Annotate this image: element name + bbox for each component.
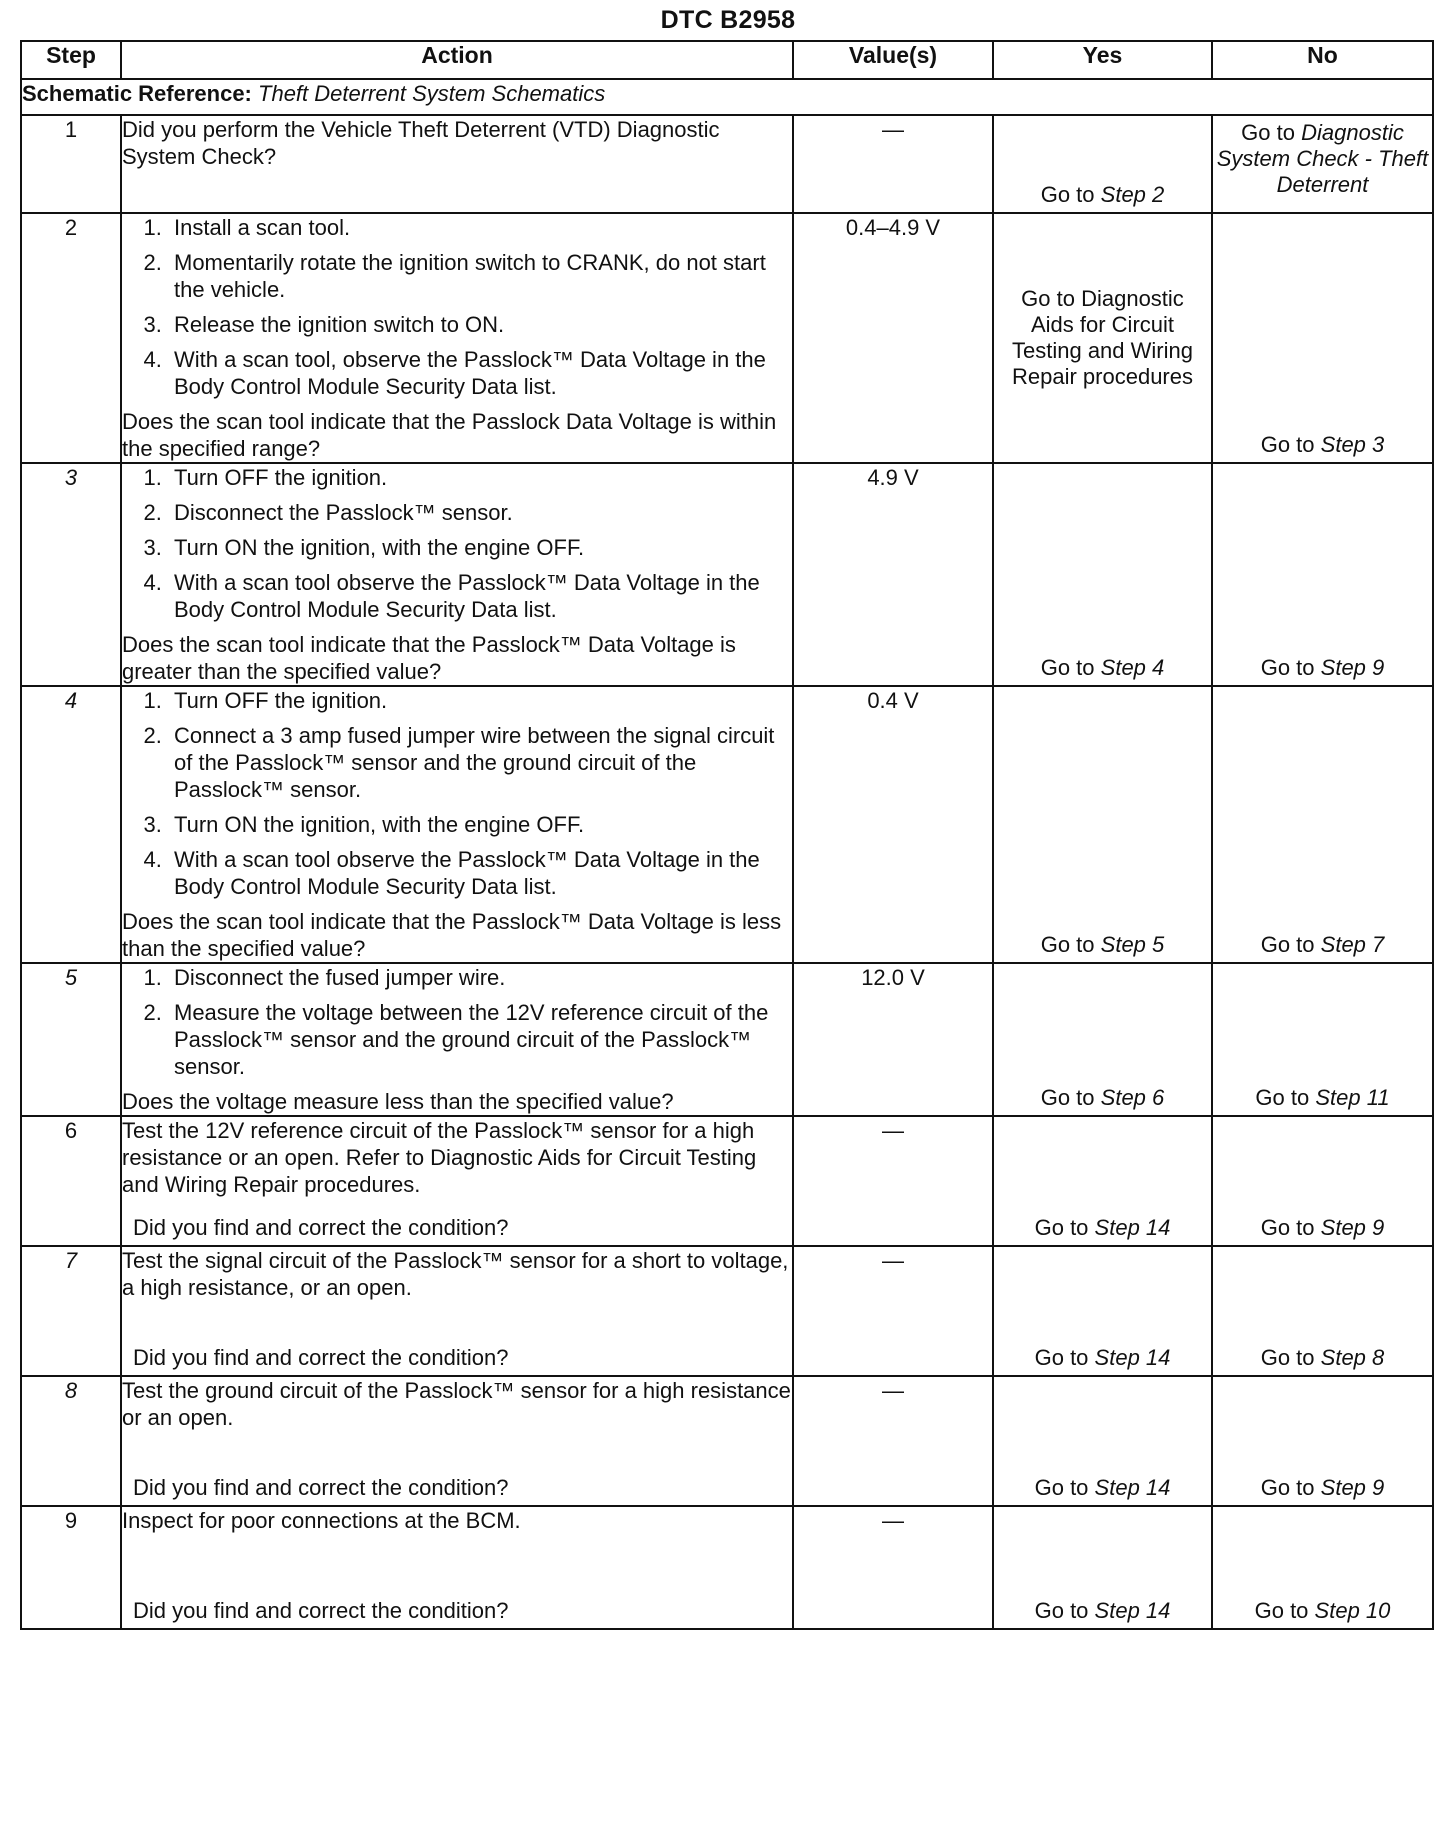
action-step: 3. Release the ignition switch to ON. [168,311,792,338]
no-goto[interactable] [1213,931,1432,958]
step-number: 1 [21,115,121,213]
action-question: Did you find and correct the condition? [133,1345,509,1370]
action-step: 3. Turn ON the ignition, with the engine OFF. [168,811,792,838]
action-step: 1. Turn OFF the ignition. [168,687,792,714]
action-step: 3. Turn ON the ignition, with the engine OFF. [168,534,792,561]
header-no: No [1212,41,1433,79]
no-goto[interactable] [1213,116,1432,198]
action-cell [121,1116,793,1246]
no-cell [1212,963,1433,1116]
goto-target: Step 14 [1094,1598,1171,1623]
goto-target: Step 2 [1100,182,1165,207]
value-cell: 0.4–4.9 V [793,213,993,463]
action-steps-list [122,214,792,400]
yes-cell [993,1376,1212,1506]
value-cell: 0.4 V [793,686,993,963]
goto-target: Step 4 [1100,655,1165,680]
header-action: Action [121,41,793,79]
no-cell [1212,213,1433,463]
yes-goto[interactable] [994,1084,1211,1111]
no-cell [1212,1506,1433,1629]
no-cell [1212,1376,1433,1506]
action-cell [121,463,793,686]
no-cell [1212,686,1433,963]
step-number: 8 [21,1376,121,1506]
table-header-row [21,41,1433,79]
no-goto[interactable] [1213,654,1432,681]
action-step: 2. Momentarily rotate the ignition switch to CRANK, do not start the vehicle. [168,249,792,303]
action-cell [121,1506,793,1629]
step-number: 3 [21,463,121,686]
action-cell [121,115,793,213]
goto-prefix: Go to [1040,932,1095,957]
goto-prefix: Go to [1260,432,1315,457]
action-question: Does the voltage measure less than the specified value? [122,1089,674,1114]
step-number: 2 [21,213,121,463]
no-goto[interactable] [1213,1344,1432,1371]
goto-target: Step 8 [1320,1345,1385,1370]
yes-cell [993,1506,1212,1629]
yes-goto[interactable] [994,1474,1211,1501]
goto-prefix: Go to [1260,1215,1315,1240]
action-text: Test the ground circuit of the Passlock™ sensor for a high resistance or an open. [122,1378,791,1430]
action-step: 1. Turn OFF the ignition. [168,464,792,491]
goto-target: Step 9 [1320,1215,1385,1240]
goto-target: Step 5 [1100,932,1165,957]
goto-target: Step 10 [1314,1598,1391,1623]
action-step: 1. Disconnect the fused jumper wire. [168,964,792,991]
header-yes: Yes [993,41,1212,79]
action-text: Test the signal circuit of the Passlock™ sensor for a short to voltage, a high resistance, or an open. [122,1248,789,1300]
yes-goto[interactable] [994,1597,1211,1624]
goto-target: Step 14 [1094,1345,1171,1370]
no-cell [1212,1246,1433,1376]
table-row [21,213,1433,463]
goto-prefix: Go to [1260,1345,1315,1370]
value-cell: — [793,1116,993,1246]
yes-cell [993,463,1212,686]
no-cell [1212,115,1433,213]
goto-target: Step 3 [1320,432,1385,457]
goto-prefix: Go to [1034,1345,1089,1370]
action-question: Does the scan tool indicate that the Passlock Data Voltage is within the specified range? [122,409,777,461]
action-cell [121,1246,793,1376]
value-cell: 12.0 V [793,963,993,1116]
goto-target: Step 14 [1094,1215,1171,1240]
table-row [21,463,1433,686]
action-question: Does the scan tool indicate that the Passlock™ Data Voltage is greater than the specified value? [122,632,736,684]
action-steps-list [122,464,792,623]
action-step: 4. With a scan tool observe the Passlock™ Data Voltage in the Body Control Module Security Data list. [168,569,792,623]
yes-cell [993,686,1212,963]
yes-cell [993,115,1212,213]
header-step: Step [21,41,121,79]
goto-prefix: Go to [1260,655,1315,680]
action-step: 2. Connect a 3 amp fused jumper wire between the signal circuit of the Passlock™ sensor and the ground circuit of the Passlock™ sensor. [168,722,792,803]
schematic-reference-row [21,79,1433,115]
value-cell: 4.9 V [793,463,993,686]
action-cell [121,213,793,463]
value-cell: — [793,1246,993,1376]
goto-prefix: Go to [1034,1475,1089,1500]
table-row [21,686,1433,963]
value-cell: — [793,1376,993,1506]
table-row [21,963,1433,1116]
goto-prefix: Go to [1241,120,1295,145]
no-goto[interactable] [1213,1214,1432,1241]
header-values: Value(s) [793,41,993,79]
yes-cell [993,1116,1212,1246]
yes-cell [993,1246,1212,1376]
step-number: 7 [21,1246,121,1376]
step-number: 4 [21,686,121,963]
goto-prefix: Go to [1040,182,1095,207]
no-cell [1212,1116,1433,1246]
action-cell [121,1376,793,1506]
action-step: 2. Measure the voltage between the 12V reference circuit of the Passlock™ sensor and the ground circuit of the Passlock™ sensor. [168,999,792,1080]
action-step: 4. With a scan tool observe the Passlock™ Data Voltage in the Body Control Module Security Data list. [168,846,792,900]
action-step: 1. Install a scan tool. [168,214,792,241]
goto-prefix: Go to [1254,1598,1309,1623]
table-row [21,1506,1433,1629]
no-goto[interactable] [1213,1597,1432,1624]
goto-target: Step 14 [1094,1475,1171,1500]
goto-target: Step 6 [1100,1085,1165,1110]
goto-prefix: Go to [1255,1085,1310,1110]
yes-goto[interactable]: Go to Diagnostic Aids for Circuit Testing and Wiring Repair procedures [1012,286,1193,389]
action-cell [121,686,793,963]
no-goto[interactable] [1213,1474,1432,1501]
table-row [21,1246,1433,1376]
goto-prefix: Go to [1040,655,1095,680]
table-row [21,1116,1433,1246]
action-step: 2. Disconnect the Passlock™ sensor. [168,499,792,526]
yes-goto[interactable] [994,931,1211,958]
schematic-reference-link[interactable]: Theft Deterrent System Schematics [258,81,606,106]
table-row [21,1376,1433,1506]
yes-goto[interactable] [994,1214,1211,1241]
action-text: Did you perform the Vehicle Theft Deterrent (VTD) Diagnostic System Check? [122,117,720,169]
goto-target: Step 11 [1315,1085,1390,1110]
goto-prefix: Go to [1260,932,1315,957]
action-question: Did you find and correct the condition? [133,1598,509,1623]
action-steps-list [122,687,792,900]
step-number: 5 [21,963,121,1116]
schematic-reference [21,79,1433,115]
step-number: 9 [21,1506,121,1629]
goto-target: Step 7 [1320,932,1385,957]
yes-goto[interactable] [994,1344,1211,1371]
action-question: Does the scan tool indicate that the Passlock™ Data Voltage is less than the specified value? [122,909,782,961]
action-text: Inspect for poor connections at the BCM. [122,1508,521,1533]
yes-goto[interactable] [994,654,1211,681]
goto-target: Step 9 [1320,655,1385,680]
table-row [21,115,1433,213]
diagnostic-table [20,40,1434,1630]
value-cell: — [793,1506,993,1629]
action-text: Test the 12V reference circuit of the Passlock™ sensor for a high resistance or an open. Refer to Diagnostic Aids for Circuit Testing and Wiring Repair procedures. [122,1118,757,1197]
action-steps-list [122,964,792,1080]
goto-prefix: Go to [1040,1085,1095,1110]
goto-prefix: Go to [1034,1598,1089,1623]
step-number: 6 [21,1116,121,1246]
no-goto[interactable] [1213,431,1432,458]
yes-cell [993,213,1212,463]
action-question: Did you find and correct the condition? [133,1215,509,1240]
goto-target: Diagnostic System Check - Theft Deterrent [1216,120,1429,197]
goto-prefix: Go to [1034,1215,1089,1240]
yes-goto[interactable] [994,181,1211,208]
action-step: 4. With a scan tool, observe the Passlock™ Data Voltage in the Body Control Module Security Data list. [168,346,792,400]
value-cell: — [793,115,993,213]
document-title: DTC B2958 [660,6,796,34]
goto-prefix: Go to [1260,1475,1315,1500]
no-goto[interactable] [1213,1084,1432,1111]
action-question: Did you find and correct the condition? [133,1475,509,1500]
goto-target: Step 9 [1320,1475,1385,1500]
schematic-reference-label: Schematic Reference: [22,81,252,106]
action-cell [121,963,793,1116]
yes-cell [993,963,1212,1116]
no-cell [1212,463,1433,686]
